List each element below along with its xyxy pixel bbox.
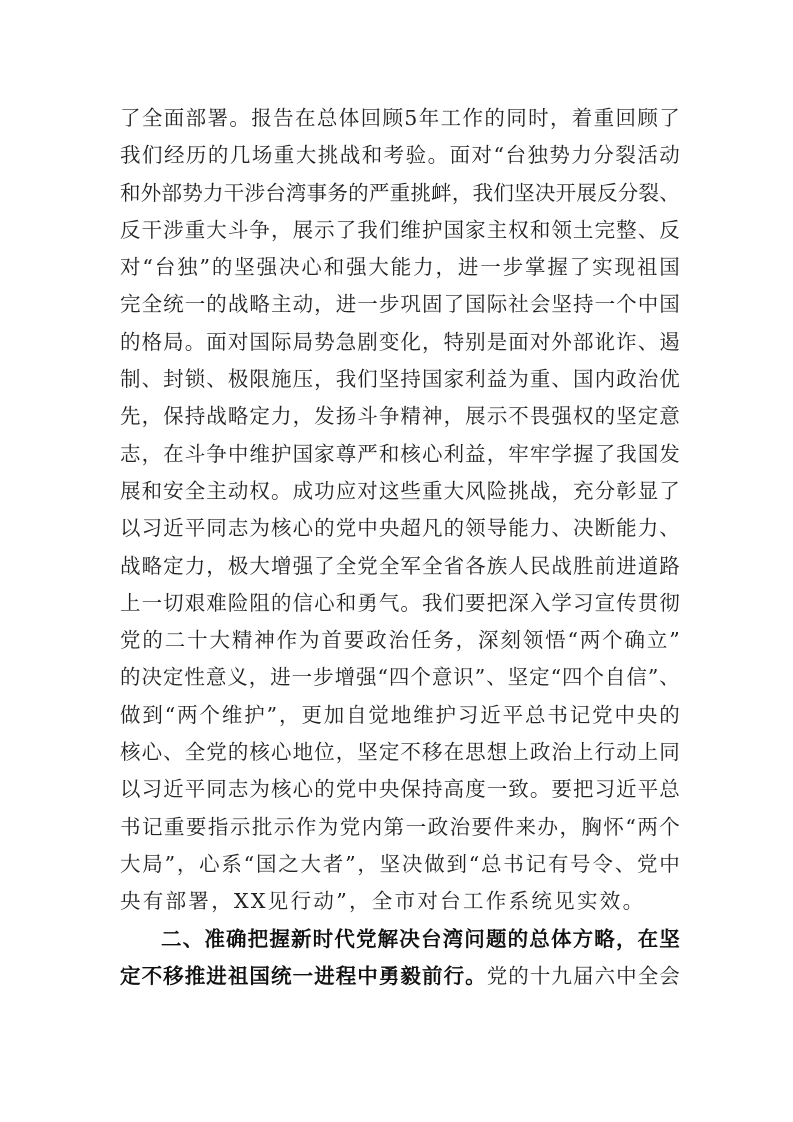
text-line: 展和安全主动权。成功应对这些重大风险挑战，充分彰显了	[120, 478, 680, 503]
text-line-paragraph-end: 央有部署，XX见行动”，全市对台工作系统见实效。	[120, 889, 646, 914]
text-line: 反干涉重大斗争，展示了我们维护国家主权和领土完整、反	[120, 217, 680, 242]
document-body	[120, 100, 680, 995]
text-line: 核心、全党的核心地位，坚定不移在思想上政治上行动上同	[120, 740, 680, 765]
text-line: 志，在斗争中维护国家尊严和核心利益，牢牢学握了我国发	[120, 441, 680, 466]
text-line: 大局”，心系“国之大者”，坚决做到“总书记有号令、党中	[120, 851, 680, 876]
text-line: 和外部势力干涉台湾事务的严重挑衅，我们坚决开展反分裂、	[120, 180, 680, 205]
text-line: 对“台独”的坚强决心和强大能力，进一步掌握了实现祖国	[120, 255, 680, 280]
text-line: 以习近平同志为核心的党中央保持高度一致。要把习近平总	[120, 777, 680, 802]
section-heading-text-continued: 定不移推进祖国统一进程中勇毅前行。	[120, 963, 487, 988]
section-heading-line	[120, 958, 680, 995]
text-line: 了全面部署。报告在总体回顾5年工作的同时，着重回顾了	[120, 106, 680, 130]
text-line: 书记重要指示批示作为党内第一政治要件来办，胸怀“两个	[120, 814, 680, 839]
section-heading-line	[120, 921, 680, 958]
section-heading-text: 二、准确把握新时代党解决台湾问题的总体方略，在坚	[161, 926, 680, 951]
section-body-text: 党的十九届六中全会	[486, 963, 680, 988]
text-line: 上一切艰难险阻的信心和勇气。我们要把深入学习宣传贯彻	[120, 590, 680, 615]
text-line: 先，保持战略定力，发扬斗争精神，展示不畏强权的坚定意	[120, 404, 680, 429]
text-line: 以习近平同志为核心的党中央超凡的领导能力、决断能力、	[120, 516, 680, 541]
text-line: 制、封锁、极限施压，我们坚持国家利益为重、国内政治优	[120, 367, 680, 392]
text-line: 战略定力，极大增强了全党全军全省各族人民战胜前进道路	[120, 553, 680, 578]
text-line: 我们经历的几场重大挑战和考验。面对“台独势力分裂活动	[120, 143, 680, 168]
text-line: 完全统一的战略主动，进一步巩固了国际社会坚持一个中国	[120, 292, 680, 317]
text-line: 党的二十大精神作为首要政治任务，深刻领悟“两个确立”	[120, 628, 680, 653]
text-line: 的格局。面对国际局势急剧变化，特别是面对外部讹诈、遏	[120, 329, 680, 354]
text-line: 做到“两个维护”，更加自觉地维护习近平总书记党中央的	[120, 702, 680, 727]
text-line: 的决定性意义，进一步增强“四个意识”、坚定“四个自信”、	[120, 665, 680, 690]
